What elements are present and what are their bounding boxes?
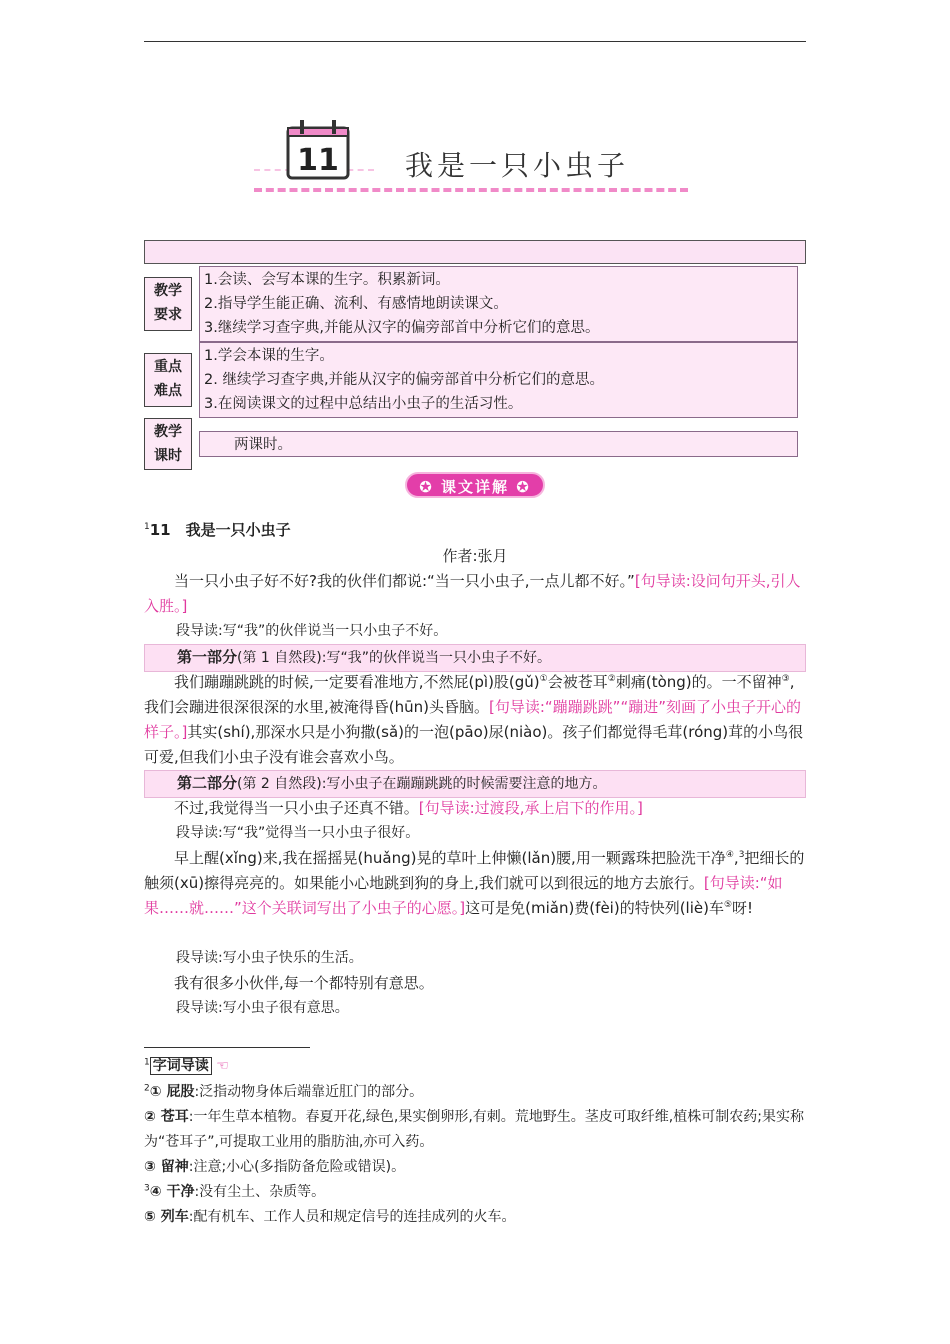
paragraph-guide: 段导读:写小虫子很有意思。 bbox=[176, 1000, 349, 1016]
footnote-item: $^2$① 屁股:泛指动物身体后端靠近肛门的部分。 bbox=[144, 1083, 424, 1100]
footnote-rule bbox=[144, 1047, 310, 1048]
key-point-item: 1.学会本课的生字。 bbox=[204, 348, 334, 364]
key-point-item: 3.在阅读课文的过程中总结出小虫子的生活习性。 bbox=[204, 396, 523, 412]
teaching-goals bbox=[199, 266, 798, 342]
teaching-hours: 两课时。 bbox=[199, 431, 798, 457]
paragraph-5: 我有很多小伙伴,每一个都特别有意思。 bbox=[174, 974, 434, 992]
sentence-note: [句导读:设问句开头,引人入胜。] bbox=[144, 572, 801, 615]
top-rule bbox=[144, 41, 806, 42]
part-summary-2: 第二部分(第 2 自然段):写小虫子在蹦蹦跳跳的时候需要注意的地方。 bbox=[144, 770, 806, 798]
footnote-title: $^1$ 字词导读 ☜ bbox=[144, 1057, 229, 1074]
teaching-hours-label: 教学 课时 bbox=[144, 418, 192, 470]
footnote-item: $^3$④ 干净:没有尘土、杂质等。 bbox=[144, 1183, 326, 1200]
footnote-item: ③ 留神:注意;小心(多指防备危险或错误)。 bbox=[144, 1159, 406, 1175]
paragraph-guide: 段导读:写小虫子快乐的生活。 bbox=[176, 950, 363, 966]
objectives-header-bar bbox=[144, 240, 806, 264]
article-heading: $^1$11 我是一只小虫子 bbox=[144, 521, 291, 539]
paragraph-4: 早上醒(xǐng)来,我在摇摇晃(huǎng)晃的草叶上伸懒(lǎn)腰,用一颗露珠把脸洗干净④,$^3$把细长的触须(xū)擦得亮亮的。如果能小心地跳到狗的身上,我们就可以到很远的地方去旅行。[句导读:“如果……就……”这个关联词写出了小虫子的心愿。]这可是免(miǎn)费(fèi)的特快列(liè)车⑤呀! bbox=[144, 849, 805, 917]
teaching-goal-item: 2.指导学生能正确、流利、有感情地朗读课文。 bbox=[204, 296, 508, 312]
paragraph-3: 不过,我觉得当一只小虫子还真不错。[句导读:过渡段,承上启下的作用。] bbox=[174, 799, 643, 817]
teaching-goals-label: 教学 要求 bbox=[144, 277, 192, 331]
teaching-goal-item: 3.继续学习查字典,并能从汉字的偏旁部首中分析它们的意思。 bbox=[204, 320, 600, 336]
teaching-goal-item: 1.会读、会写本课的生字。积累新词。 bbox=[204, 272, 450, 288]
paragraph-guide: 段导读:写“我”的伙伴说当一只小虫子不好。 bbox=[176, 623, 448, 639]
calendar-icon bbox=[284, 118, 354, 182]
sentence-note: [句导读:“蹦蹦跳跳”“蹦进”刻画了小虫子开心的样子。] bbox=[144, 698, 801, 741]
footnote-item: ⑤ 列车:配有机车、工作人员和规定信号的连挂成列的火车。 bbox=[144, 1209, 516, 1225]
lesson-header bbox=[250, 112, 690, 196]
paragraph-2: 我们蹦蹦跳跳的时候,一定要看准地方,不然屁(pì)股(gǔ)①会被苍耳②刺痛(tòng)的。一不留神③,我们会蹦进很深很深的水里,被淹得昏(hūn)头昏脑。[句导读:“蹦蹦跳跳”“蹦进”刻画了小虫子开心的样子。]其实(shí),那深水只是小狗撒(sǎ)的一泡(pāo)尿(niào)。孩子们都觉得毛茸(róng)茸的小鸟很可爱,但我们小虫子没有谁会喜欢小鸟。 bbox=[144, 673, 804, 766]
paragraph-1: 当一只小虫子好不好?我的伙伴们都说:“当一只小虫子,一点儿都不好。”[句导读:设问句开头,引人入胜。] bbox=[144, 572, 801, 615]
lesson-title: 我是一只小虫子 bbox=[405, 149, 630, 182]
key-point-item: 2. 继续学习查字典,并能从汉字的偏旁部首中分析它们的意思。 bbox=[204, 372, 605, 388]
article-author: 作者:张月 bbox=[442, 547, 508, 565]
footnote-item: ② 苍耳:一年生草本植物。春夏开花,绿色,果实倒卵形,有刺。荒地野生。茎皮可取纤维,植株可制农药;果实称为“苍耳子”,可提取工业用的脂肪油,亦可入药。 bbox=[144, 1109, 804, 1150]
lesson-number: 11 bbox=[297, 143, 339, 178]
section-badge: ✪ 课文详解 ✪ bbox=[405, 472, 545, 498]
paragraph-guide: 段导读:写“我”觉得当一只小虫子很好。 bbox=[176, 825, 420, 841]
sentence-note: [句导读:“如果……就……”这个关联词写出了小虫子的心愿。] bbox=[144, 874, 783, 917]
decorative-dash-line bbox=[254, 188, 688, 192]
part-summary-1: 第一部分(第 1 自然段):写“我”的伙伴说当一只小虫子不好。 bbox=[144, 644, 806, 672]
sentence-note: [句导读:过渡段,承上启下的作用。] bbox=[418, 799, 643, 817]
key-points bbox=[199, 342, 798, 418]
key-points-label: 重点 难点 bbox=[144, 353, 192, 407]
pointing-hand-icon: ☜ bbox=[216, 1058, 229, 1074]
